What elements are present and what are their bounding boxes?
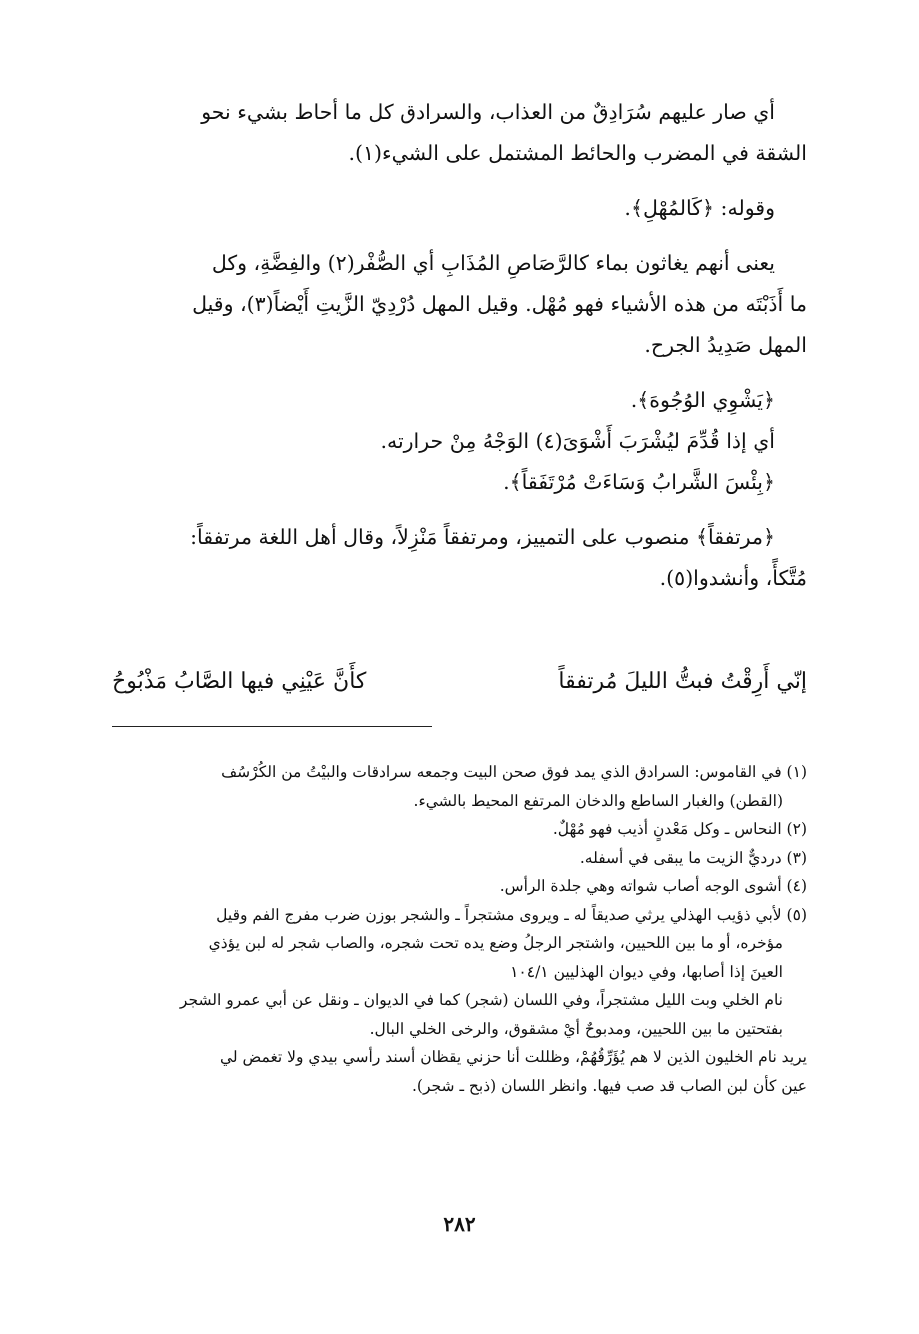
footnote-line: مؤخره، أو ما بين اللحيين، واشتجر الرجلُ وضع يده تحت شجره، والصاب شجر له لبن يؤذي — [208, 934, 783, 952]
footnote-line: (٢) النحاس ـ وكل مَعْدنٍ أذيب فهو مُهْلٌ. — [552, 820, 807, 838]
footnote-separator — [112, 726, 432, 727]
page-number: ٢٨٢ — [443, 1212, 476, 1236]
verse-second-hemistich: كأَنَّ عَيْنِي فيها الصَّابُ مَذْبُوحُ — [112, 669, 367, 694]
body-line: أي إذا قُدِّمَ ليُشْرَبَ أَشْوَىَ(٤) الوَجْهُ مِنْ حرارته. — [380, 429, 775, 453]
body-line: المهل صَدِيدُ الجرح. — [644, 333, 807, 357]
footnote-line: (٣) درديٌّ الزيت ما يبقى في أسفله. — [579, 848, 807, 867]
footnote-line: (٤) أشوى الوجه أصاب شواته وهي جلدة الرأس. — [499, 877, 807, 895]
footnote-line: نام الخلي وبت الليل مشتجراً، وفي اللسان (شجر) كما في الديوان ـ ونقل عن أبي عمرو الشجر — [179, 991, 783, 1009]
body-line: الشقة في المضرب والحائط المشتمل على الشيء(١). — [348, 141, 807, 165]
footnote-line: بفتحتين ما بين اللحيين، ومدبوحٌ أيْ مشقوق، والرخى الخلي البال. — [369, 1019, 783, 1038]
footnote-line: عين كأن لبن الصاب قد صب فيها. وانظر اللسان (ذبح ـ شجر). — [412, 1076, 807, 1095]
footnotes — [112, 758, 807, 1100]
body-line: أي صار عليهم سُرَادِقٌ من العذاب، والسرادق كل ما أحاط بشيء نحو — [201, 100, 775, 124]
footnote-line: (٥) لأبي ذؤيب الهذلي يرثي صديقاً له ـ ويروى مشتجراً ـ والشجر بوزن ضرب مفرج الفم وقيل — [216, 905, 807, 924]
main-text — [112, 92, 807, 599]
footnote-line: العينَ إذا أصابها، وفي ديوان الهذليين ١٠٤/١ — [510, 962, 783, 981]
body-line: ما أَذَبْتَه من هذه الأشياء فهو مُهْل. وقيل المهل دُرْدِيّ الزَّيتِ أَيْضاً(٣)، وقيل — [192, 292, 807, 316]
footnote-line: (القطن) والغبار الساطع والدخان المرتفع المحيط بالشيء. — [413, 791, 783, 810]
footnote-line: (١) في القاموس: السرادق الذي يمد فوق صحن البيت وجمعه سرادقات والبيْتُ من الكُرْسُف — [221, 763, 807, 781]
body-line: ﴿مرتفقاً﴾ منصوب على التمييز، ومرتفقاً مَنْزِلاً، وقال أهل اللغة مرتفقاً: — [190, 525, 775, 549]
footnote-line: يريد نام الخليون الذين لا هم يُؤَرِّقُهُمْ، وظللت أنا حزني يقظان أسند رأسي بيدي ولا تغمض لي — [219, 1048, 807, 1066]
quran-quote: ﴿يَشْوِي الوُجُوهَ﴾. — [630, 388, 775, 412]
verse-first-hemistich: إنّي أَرِقْتُ فبتُّ الليلَ مُرتفقاً — [558, 669, 807, 694]
body-line: يعنى أنهم يغاثون بماء كالرَّصَاصِ المُذَابِ أي الصُّفْر(٢) والفِضَّةِ، وكل — [211, 251, 775, 275]
body-line: مُتَّكأً، وأنشدوا(٥). — [659, 566, 807, 590]
body-line: وقوله: ﴿كَالمُهْلِ﴾. — [624, 196, 775, 220]
poetry-verse — [112, 660, 807, 704]
quran-quote: ﴿بِئْسَ الشَّرابُ وَسَاءَتْ مُرْتَفَقاً﴾. — [503, 470, 775, 494]
